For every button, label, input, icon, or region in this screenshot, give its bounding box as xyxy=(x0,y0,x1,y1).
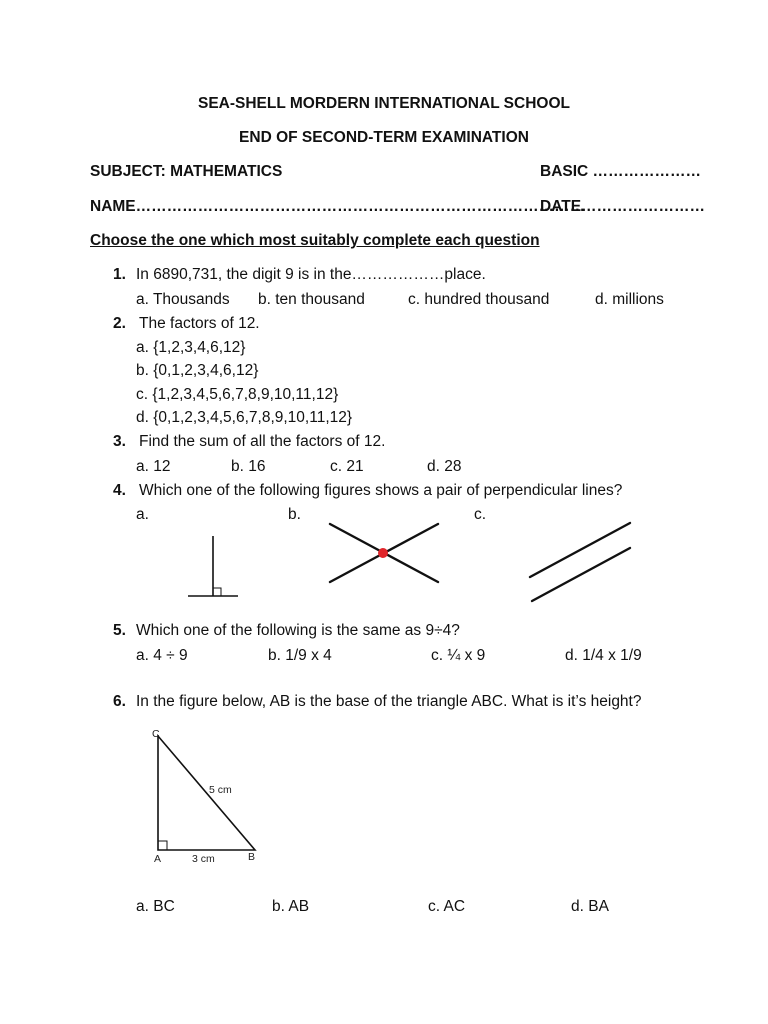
question-6-option-c: c. AC xyxy=(428,898,466,915)
question-6-option-a: a. BC xyxy=(136,898,175,915)
question-2-option-c: c. {1,2,3,4,5,6,7,8,9,10,11,12} xyxy=(136,386,339,403)
vertex-c-label: C xyxy=(152,728,160,740)
question-6-number: 6. xyxy=(113,693,126,710)
question-4-number: 4. xyxy=(113,482,126,499)
question-3-text: Find the sum of all the factors of 12. xyxy=(139,433,386,450)
question-1-option-c: c. hundred thousand xyxy=(408,291,550,308)
question-2-option-b: b. {0,1,2,3,4,6,12} xyxy=(136,362,259,379)
hypotenuse-length-label: 5 cm xyxy=(209,784,232,796)
figure-perpendicular-lines xyxy=(180,530,250,605)
question-2-number: 2. xyxy=(113,315,126,332)
basic-field: BASIC ………………… xyxy=(540,163,702,180)
question-3-option-c: c. 21 xyxy=(330,458,364,475)
question-5-number: 5. xyxy=(113,622,126,639)
question-3-number: 3. xyxy=(113,433,126,450)
name-field: NAME…………………………………………………………………………… xyxy=(90,198,586,215)
question-3-option-d: d. 28 xyxy=(427,458,462,475)
exam-title: END OF SECOND-TERM EXAMINATION xyxy=(239,129,529,146)
question-4-option-b: b. xyxy=(288,506,301,523)
vertex-b-label: B xyxy=(248,851,256,863)
figure-parallel-lines xyxy=(520,515,640,610)
date-field: DATE…………………… xyxy=(540,198,706,215)
question-5-text: Which one of the following is the same as 9÷4? xyxy=(136,622,460,639)
question-1-text: In 6890,731, the digit 9 is in the………………place. xyxy=(136,266,486,283)
figure-intersecting-lines xyxy=(320,518,450,593)
subject-label: SUBJECT: MATHEMATICS xyxy=(90,163,283,180)
question-5-option-d: d. 1/4 x 1/9 xyxy=(565,647,642,664)
question-3-option-a: a. 12 xyxy=(136,458,171,475)
question-5-option-c: c. ¼ x 9 xyxy=(431,647,486,664)
question-4-text: Which one of the following figures shows a pair of perpendicular lines? xyxy=(139,482,623,499)
question-4-option-a: a. xyxy=(136,506,149,523)
vertex-a-label: A xyxy=(154,853,162,865)
question-2-text: The factors of 12. xyxy=(139,315,260,332)
question-1-option-d: d. millions xyxy=(595,291,664,308)
question-3-option-b: b. 16 xyxy=(231,458,266,475)
question-2-option-d: d. {0,1,2,3,4,5,6,7,8,9,10,11,12} xyxy=(136,409,353,426)
question-5-option-a: a. 4 ÷ 9 xyxy=(136,647,188,664)
question-1-option-a: a. Thousands xyxy=(136,291,230,308)
question-4-option-c: c. xyxy=(474,506,487,523)
base-length-label: 3 cm xyxy=(192,853,215,865)
question-1-option-b: b. ten thousand xyxy=(258,291,365,308)
question-6-option-b: b. AB xyxy=(272,898,310,915)
question-1-number: 1. xyxy=(113,266,126,283)
question-5-option-b: b. 1/9 x 4 xyxy=(268,647,332,664)
school-name: SEA-SHELL MORDERN INTERNATIONAL SCHOOL xyxy=(197,95,570,112)
instruction: Choose the one which most suitably complete each question xyxy=(90,232,540,249)
question-2-option-a: a. {1,2,3,4,6,12} xyxy=(136,339,246,356)
question-6-option-d: d. BA xyxy=(571,898,609,915)
question-6-text: In the figure below, AB is the base of the triangle ABC. What is it’s height? xyxy=(136,693,642,710)
intersection-dot xyxy=(378,548,388,558)
figure-triangle-abc xyxy=(140,722,280,872)
